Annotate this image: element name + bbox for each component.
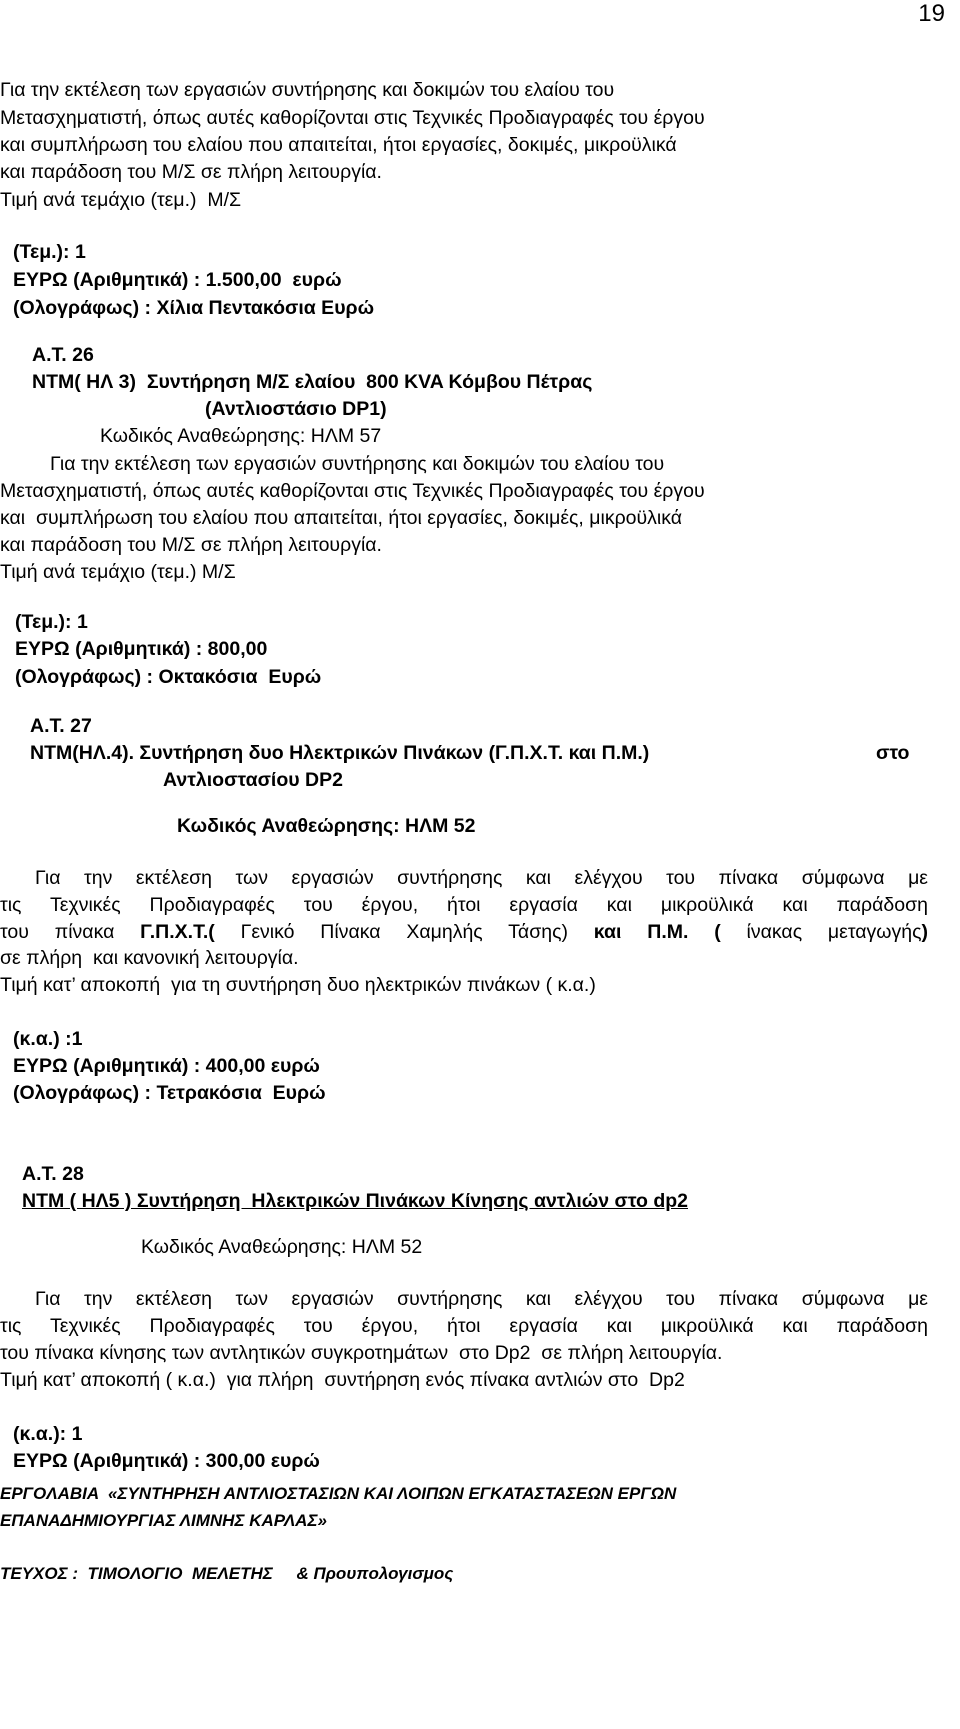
intro-line: Μετασχηματιστή, όπως αυτές καθορίζονται στις Τεχνικές Προδιαγραφές του έργου [0,107,705,129]
price-words: (Ολογράφως) : Τετρακόσια Ευρώ [13,1082,326,1104]
price-words: (Ολογράφως) : Οκτακόσια Ευρώ [15,666,322,688]
text-segment: Γενικό Πίνακα Χαμηλής Τάσης) [214,921,594,943]
price-words: (Ολογράφως) : Χίλια Πεντακόσια Ευρώ [13,297,375,319]
footer-project-line1: ΕΡΓΟΛΑΒΙΑ «ΣΥΝΤΗΡΗΣΗ ΑΝΤΛΙΟΣΤΑΣΙΩΝ ΚΑΙ ΛΟΙΠΩΝ ΕΓΚΑΤΑΣΤΑΣΕΩΝ ΕΡΓΩΝ [0,1484,677,1503]
description-line: τις Τεχνικές Προδιαγραφές του έργου, ήτοι εργασία και μικροϋλικά και παράδοση [0,894,928,916]
item-code: Α.Τ. 28 [22,1163,84,1185]
item-title: ΝΤΜ ( ΗΛ5 ) Συντήρηση Ηλεκτρικών Πινάκων Κίνησης αντλιών στο dp2 [22,1190,688,1212]
text-segment: και Π.Μ. ( [593,921,721,943]
price-numeric: ΕΥΡΩ (Αριθμητικά) : 300,00 ευρώ [13,1450,320,1472]
description-line: Τιμή ανά τεμάχιο (τεμ.) Μ/Σ [0,561,236,583]
quantity: (Τεμ.): 1 [15,611,88,633]
price-numeric: ΕΥΡΩ (Αριθμητικά) : 400,00 ευρώ [13,1055,320,1077]
footer-project-line2: ΕΠΑΝΑΔΗΜΙΟΥΡΓΙΑΣ ΛΙΜΝΗΣ ΚΑΡΛΑΣ» [0,1511,327,1530]
item-title: ΝΤΜ(ΗΛ.4). Συντήρηση δυο Ηλεκτρικών Πινάκων (Γ.Π.Χ.Τ. και Π.Μ.) [30,742,650,764]
revision-code: Κωδικός Αναθεώρησης: ΗΛΜ 52 [177,815,476,837]
text-segment: Γ.Π.Χ.Τ.( [140,921,215,943]
intro-line: Για την εκτέλεση των εργασιών συντήρησης και δοκιμών του ελαίου του [0,79,615,101]
description-line: τις Τεχνικές Προδιαγραφές του έργου, ήτοι εργασία και μικροϋλικά και παράδοση [0,1315,928,1337]
intro-line: και παράδοση του Μ/Σ σε πλήρη λειτουργία. [0,161,382,183]
intro-line: και συμπλήρωση του ελαίου που απαιτείται, ήτοι εργασίες, δοκιμές, μικροϋλικά [0,134,677,156]
description-line: Τιμή κατ’ αποκοπή για τη συντήρηση δυο ηλεκτρικών πινάκων ( κ.α.) [0,974,596,996]
description-line: Για την εκτέλεση των εργασιών συντήρησης και ελέγχου του πίνακα σύμφωνα με [35,1288,928,1310]
quantity: (Τεμ.): 1 [13,241,86,263]
description-line: και συμπλήρωση του ελαίου που απαιτείται, ήτοι εργασίες, δοκιμές, μικροϋλικά [0,507,683,529]
text-segment: του πίνακα [0,921,141,943]
item-subtitle: (Αντλιοστάσιο DP1) [205,398,387,420]
description-line: Για την εκτέλεση των εργασιών συντήρησης και δοκιμών του ελαίου του [50,453,665,475]
footer-document-title: ΤΕΥΧΟΣ : ΤΙΜΟΛΟΓΙΟ ΜΕΛΕΤΗΣ & Προυπολογισμος [0,1564,454,1583]
price-numeric: ΕΥΡΩ (Αριθμητικά) : 1.500,00 ευρώ [13,269,342,291]
description-line: Μετασχηματιστή, όπως αυτές καθορίζονται στις Τεχνικές Προδιαγραφές του έργου [0,480,705,502]
description-line: και παράδοση του Μ/Σ σε πλήρη λειτουργία. [0,534,382,556]
item-title: ΝΤΜ( ΗΛ 3) Συντήρηση Μ/Σ ελαίου 800 KVA Κόμβου Πέτρας [32,371,593,393]
revision-code: Κωδικός Αναθεώρησης: ΗΛΜ 52 [141,1236,423,1258]
item-code: Α.Τ. 26 [32,344,94,366]
quantity: (κ.α.) :1 [13,1028,83,1050]
item-title-line2: Αντλιοστασίου DP2 [163,769,343,791]
description-line: Για την εκτέλεση των εργασιών συντήρησης και ελέγχου του πίνακα σύμφωνα με [35,867,928,889]
intro-line: Τιμή ανά τεμάχιο (τεμ.) Μ/Σ [0,189,242,211]
revision-code: Κωδικός Αναθεώρησης: ΗΛΜ 57 [100,425,382,447]
item-code: Α.Τ. 27 [30,715,92,737]
page-number: 19 [918,0,945,27]
item-title-suffix: στο [876,742,910,764]
price-numeric: ΕΥΡΩ (Αριθμητικά) : 800,00 [15,638,268,660]
description-line [0,920,928,944]
quantity: (κ.α.): 1 [13,1423,83,1445]
text-segment: ) [921,921,929,943]
description-line: σε πλήρη και κανονική λειτουργία. [0,947,299,969]
description-line: Τιμή κατ’ αποκοπή ( κ.α.) για πλήρη συντήρηση ενός πίνακα αντλιών στο Dp2 [0,1369,685,1391]
description-line: του πίνακα κίνησης των αντλητικών συγκροτημάτων στο Dp2 σε πλήρη λειτουργία. [0,1342,723,1364]
text-segment: ίνακας μεταγωγής [720,921,922,943]
